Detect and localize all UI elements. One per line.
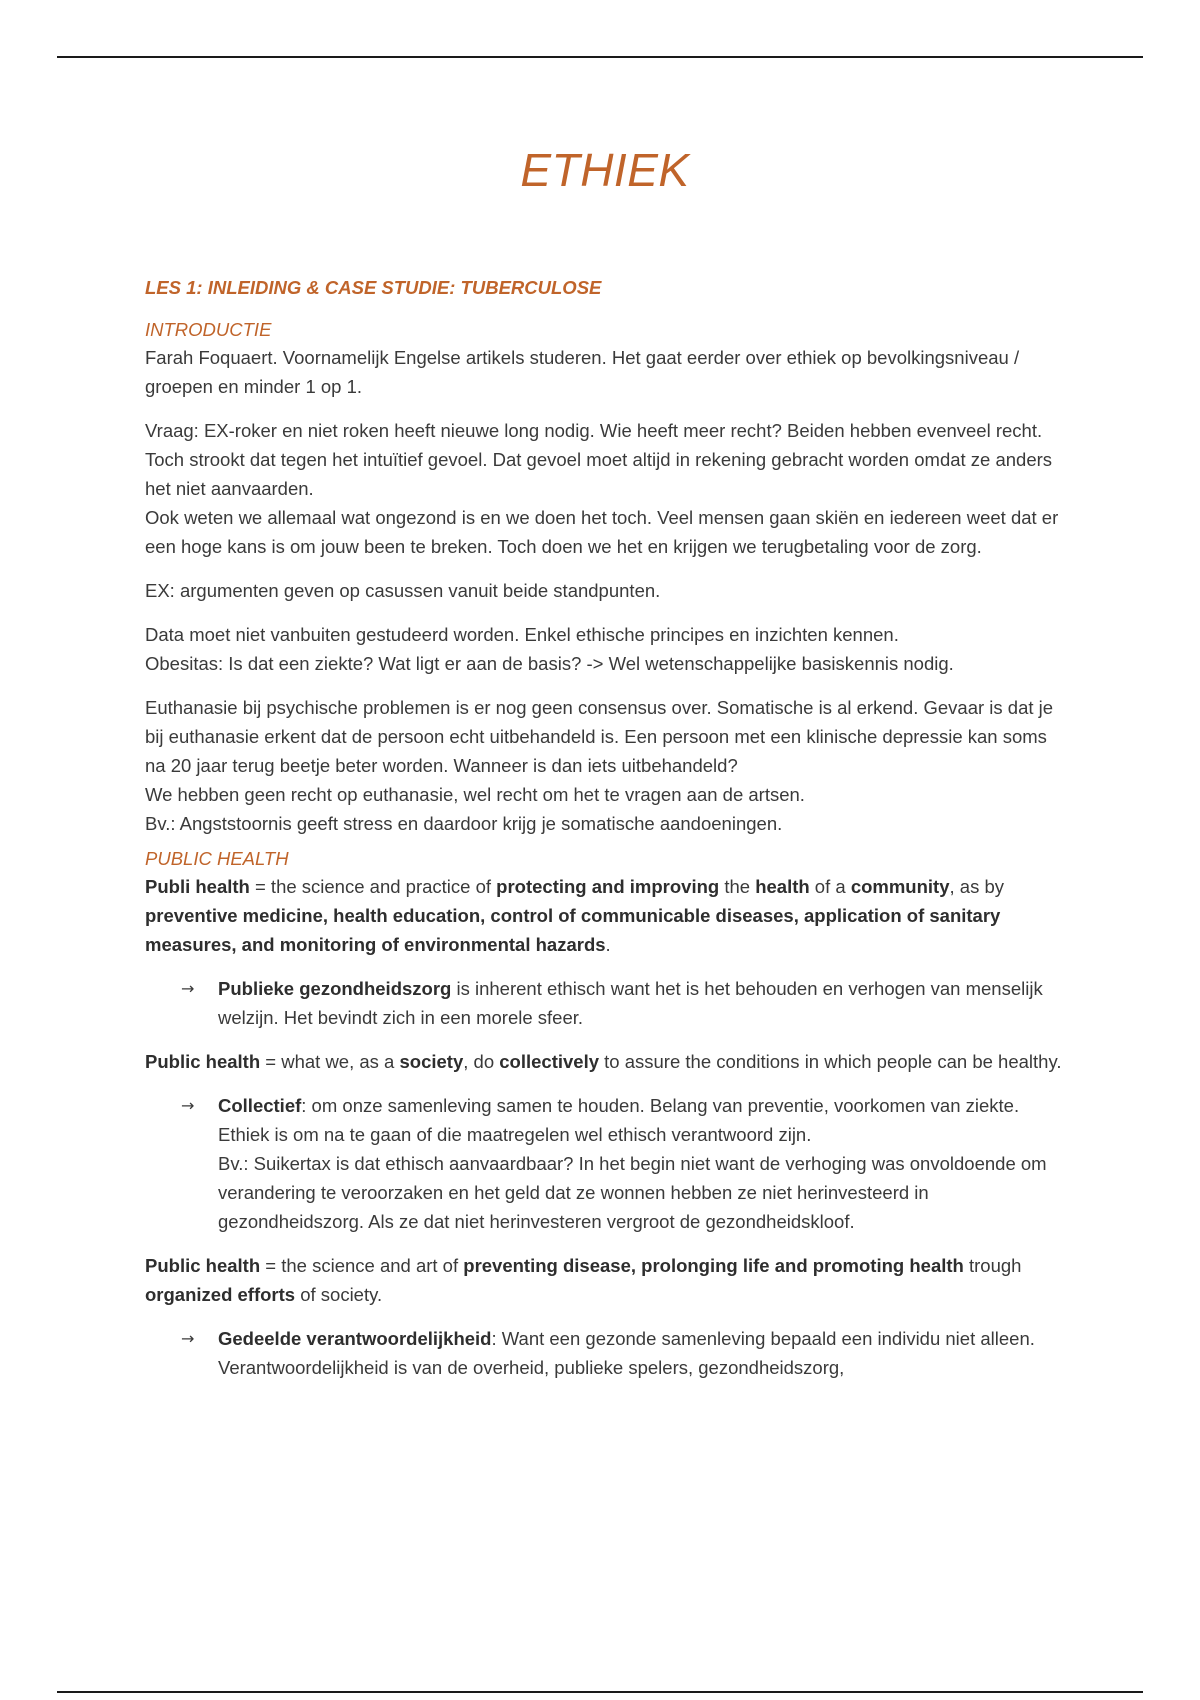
paragraph-intro: Farah Foquaert. Voornamelijk Engelse artikels studeren. Het gaat eerder over ethiek op bevolkingsniveau / groepen en minder 1 op 1. — [145, 347, 1020, 397]
section-heading-public-health: PUBLIC HEALTH — [145, 848, 289, 869]
arrow-right-icon: → — [181, 1096, 195, 1115]
bullet-publieke-gezondheidszorg: → Publieke gezondheidszorg is inherent ethisch want het is het behouden en verhogen van menselijk welzijn. Het bevindt zich in een morele sfeer. — [145, 974, 1065, 1032]
paragraph-obesitas: Obesitas: Is dat een ziekte? Wat ligt er aan de basis? -> Wel wetenschappelijke basiskennis nodig. — [145, 653, 954, 674]
paragraph-recht: We hebben geen recht op euthanasie, wel recht om het te vragen aan de artsen. — [145, 784, 805, 805]
footer-rule — [57, 1691, 1143, 1693]
paragraph-ongezond: Ook weten we allemaal wat ongezond is en we doen het toch. Veel mensen gaan skiën en iedereen weet dat er een hoge kans is om jouw been te breken. Toch doen we het en krijgen we terugbetaling voor de zorg. — [145, 507, 1059, 557]
arrow-right-icon: → — [181, 1329, 195, 1348]
document-body — [145, 275, 1065, 1397]
paragraph-examen: EX: argumenten geven op casussen vanuit beide standpunten. — [145, 580, 661, 601]
definition-publi-health: Publi health = the science and practice of protecting and improving the health of a community, as by preventive medicine, health education, control of communicable diseases, application of sanitary measures, and monitoring of environmental hazards. — [145, 876, 1004, 955]
section-heading-introductie: INTRODUCTIE — [145, 319, 272, 340]
definition-public-health-art: Public health = the science and art of preventing disease, prolonging life and promoting health trough organized efforts of society. — [145, 1255, 1022, 1305]
term: Publi health — [145, 876, 250, 897]
bullet-collectief: → Collectief: om onze samenleving samen te houden. Belang van preventie, voorkomen van ziekte. Ethiek is om na te gaan of die maatregelen wel ethisch verantwoord zijn. Bv.: Suikertax is dat ethisch aanvaardbaar? In het begin niet want de verhoging was onvoldoende om verandering te veroorzaken en het geld dat ze wonnen hebben ze niet herinvesteerd in gezondheidszorg. Als ze dat niet herinvesteren vergroot de gezondheidskloof. — [145, 1091, 1065, 1236]
lesson-heading: LES 1: INLEIDING & CASE STUDIE: TUBERCULOSE — [145, 277, 602, 298]
paragraph-data: Data moet niet vanbuiten gestudeerd worden. Enkel ethische principes en inzichten kennen. — [145, 624, 899, 645]
paragraph-vraag: Vraag: EX-roker en niet roken heeft nieuwe long nodig. Wie heeft meer recht? Beiden hebben evenveel recht. Toch strookt dat tegen het intuïtief gevoel. Dat gevoel moet altijd in rekening gebracht worden omdat ze anders het niet aanvaarden. — [145, 420, 1053, 499]
paragraph-angststoornis: Bv.: Angststoornis geeft stress en daardoor krijg je somatische aandoeningen. — [145, 813, 783, 834]
bullet-gedeelde-verantwoordelijkheid: → Gedeelde verantwoordelijkheid: Want een gezonde samenleving bepaald een individu niet alleen. Verantwoordelijkheid is van de overheid, publieke spelers, gezondheidszorg, — [145, 1324, 1065, 1382]
arrow-right-icon: → — [181, 979, 195, 998]
document-title: ETHIEK — [520, 144, 690, 196]
header-rule — [57, 56, 1143, 58]
bullet-collectief-example: Bv.: Suikertax is dat ethisch aanvaardbaar? In het begin niet want de verhoging was onvoldoende om verandering te veroorzaken en het geld dat ze wonnen hebben ze niet herinvesteerd in gezondheidszorg. Als ze dat niet herinvesteren vergroot de gezondheidskloof. — [218, 1153, 1047, 1232]
definition-public-health-society: Public health = what we, as a society, do collectively to assure the conditions in which people can be healthy. — [145, 1051, 1062, 1072]
paragraph-euthanasie: Euthanasie bij psychische problemen is er nog geen consensus over. Somatische is al erkend. Gevaar is dat je bij euthanasie erkent dat de persoon echt uitbehandeld is. Een persoon met een klinische depressie kan soms na 20 jaar terug beetje beter worden. Wanneer is dan iets uitbehandeld? — [145, 697, 1054, 776]
